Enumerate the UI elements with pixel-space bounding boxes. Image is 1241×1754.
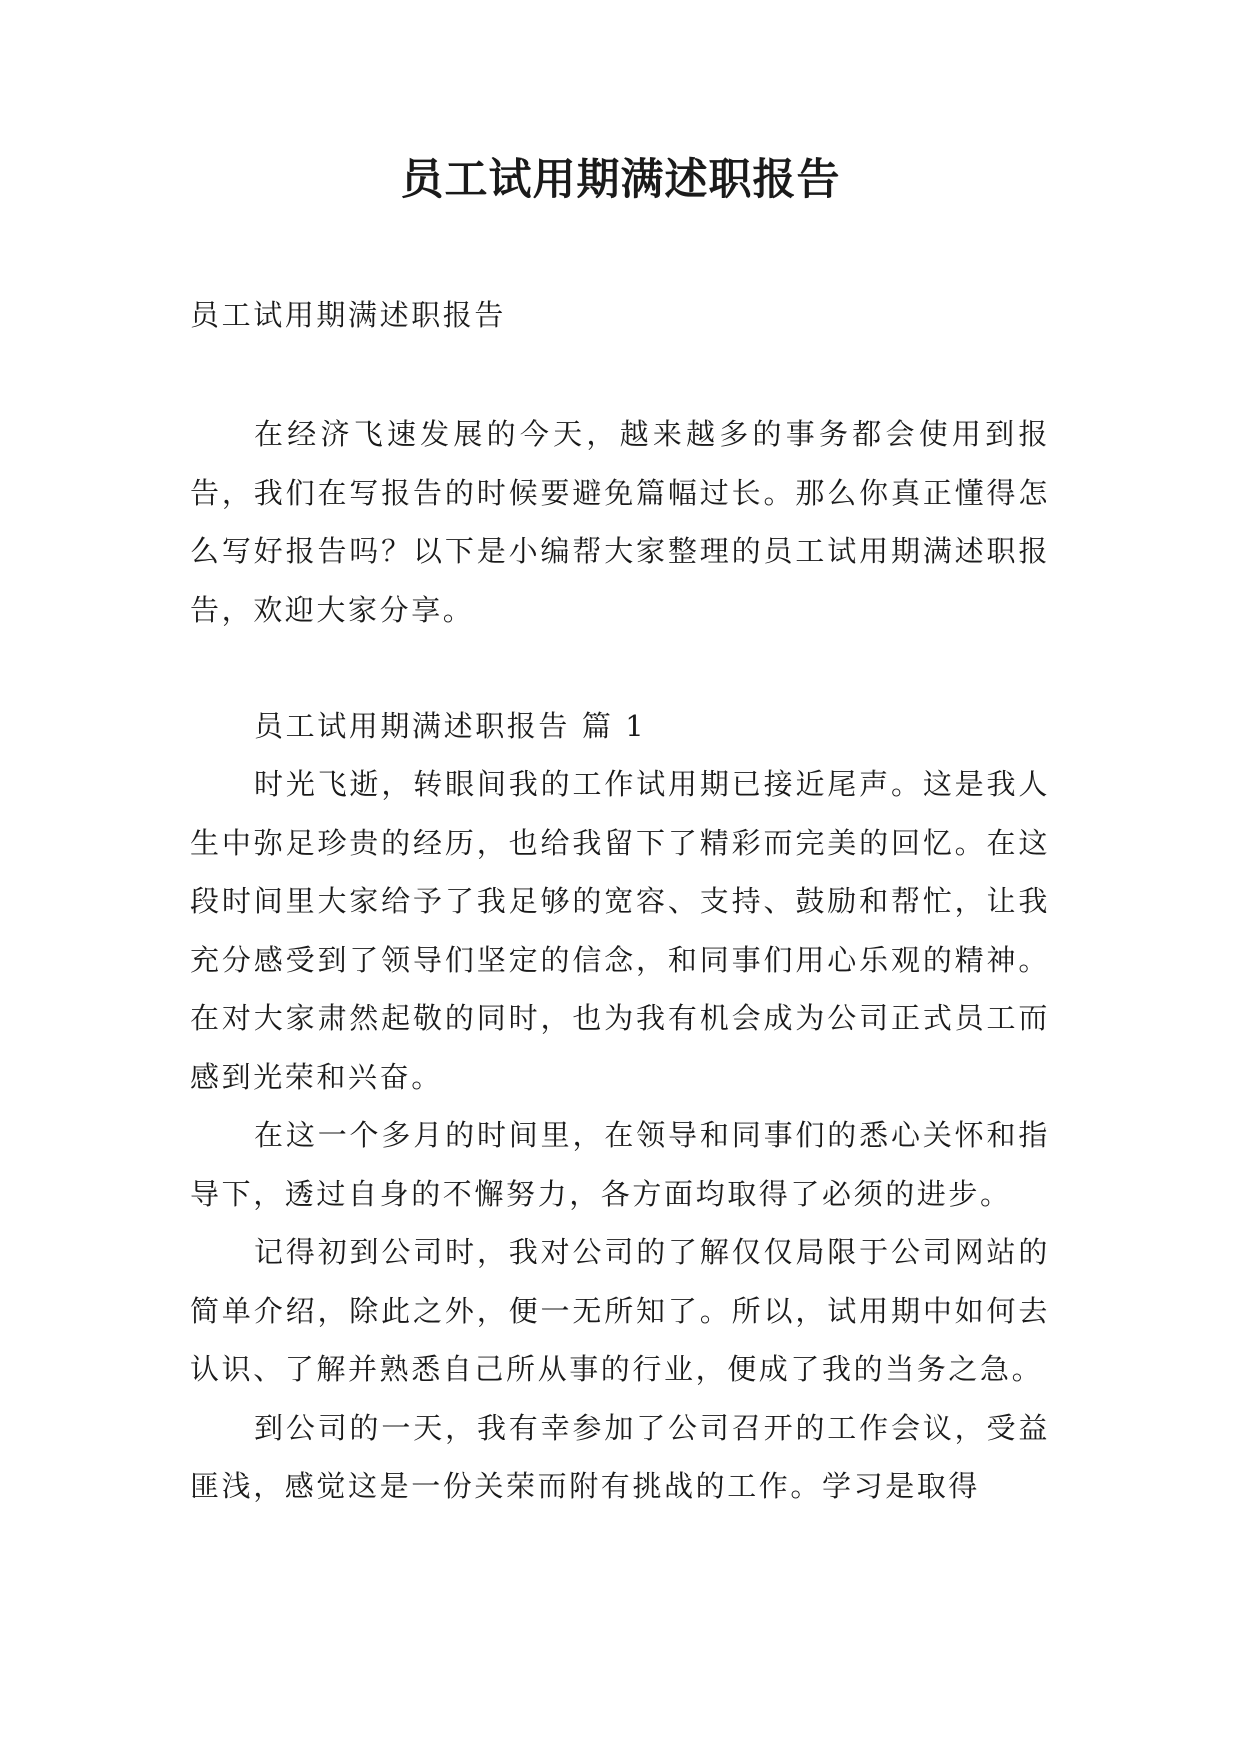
document-subtitle: 员工试用期满述职报告: [190, 298, 507, 332]
paragraph-4: 到公司的一天，我有幸参加了公司召开的工作会议，受益匪浅，感觉这是一份关荣而附有挑战的工作。学习是取得: [190, 1410, 1050, 1503]
paragraph-1: 时光飞逝，转眼间我的工作试用期已接近尾声。这是我人生中弥足珍贵的经历，也给我留下了精彩而完美的回忆。在这段时间里大家给予了我足够的宽容、支持、鼓励和帮忙，让我充分感受到了领导们坚定的信念，和同事们用心乐观的精神。在对大家肃然起敬的同时，也为我有机会成为公司正式员工而感到光荣和兴奋。: [190, 767, 1050, 1094]
article-body: [190, 755, 1050, 1516]
section-heading: 员工试用期满述职报告 篇 1: [254, 709, 647, 743]
intro-paragraph: 在经济飞速发展的今天，越来越多的事务都会使用到报告，我们在写报告的时候要避免篇幅过长。那么你真正懂得怎么写好报告吗？以下是小编帮大家整理的员工试用期满述职报告，欢迎大家分享。: [190, 417, 1050, 627]
paragraph-3: 记得初到公司时，我对公司的了解仅仅局限于公司网站的简单介绍，除此之外，便一无所知了。所以，试用期中如何去认识、了解并熟悉自己所从事的行业，便成了我的当务之急。: [190, 1235, 1050, 1386]
paragraph-2: 在这一个多月的时间里，在领导和同事们的悉心关怀和指导下，透过自身的不懈努力，各方面均取得了必须的进步。: [190, 1118, 1050, 1211]
document-title: 员工试用期满述职报告: [400, 155, 841, 205]
